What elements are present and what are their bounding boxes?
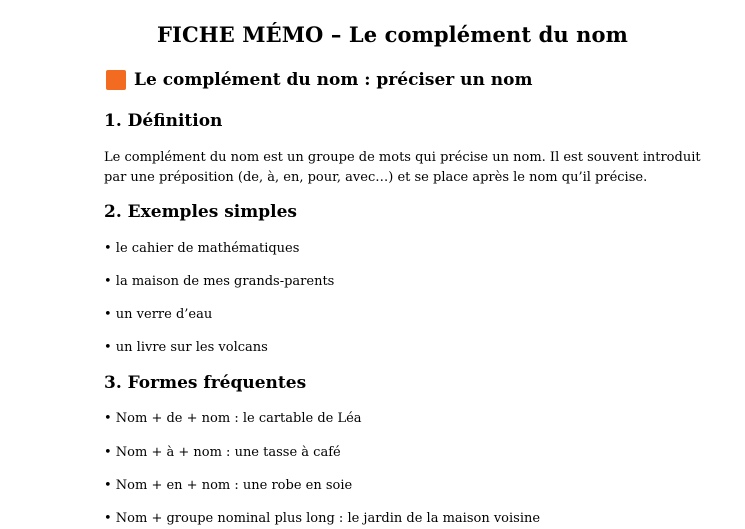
section-heading-definition: 1. Définition xyxy=(104,111,223,131)
section-heading-forms: 3. Formes fréquentes xyxy=(104,373,307,393)
document-title: FICHE MÉMO – Le complément du nom xyxy=(157,22,628,47)
definition-line: par une préposition (de, à, en, pour, avec…) et se place après le nom qu’il précise. xyxy=(104,170,648,185)
orange-square-icon xyxy=(106,70,126,90)
section-heading-examples: 2. Exemples simples xyxy=(104,202,297,222)
subtitle xyxy=(106,70,532,90)
list-item: • Nom + en + nom : une robe en soie xyxy=(104,478,353,493)
list-item: • Nom + groupe nominal plus long : le jardin de la maison voisine xyxy=(104,511,541,526)
subtitle-text: Le complément du nom : préciser un nom xyxy=(134,70,533,90)
list-item: • la maison de mes grands-parents xyxy=(104,274,335,289)
definition-line: Le complément du nom est un groupe de mots qui précise un nom. Il est souvent introduit xyxy=(104,150,701,165)
list-item: • un verre d’eau xyxy=(104,307,213,322)
list-item: • un livre sur les volcans xyxy=(104,340,268,355)
list-item: • Nom + à + nom : une tasse à café xyxy=(104,445,341,460)
definition-paragraph xyxy=(104,148,704,188)
list-item: • Nom + de + nom : le cartable de Léa xyxy=(104,411,362,426)
list-item: • le cahier de mathématiques xyxy=(104,241,300,256)
